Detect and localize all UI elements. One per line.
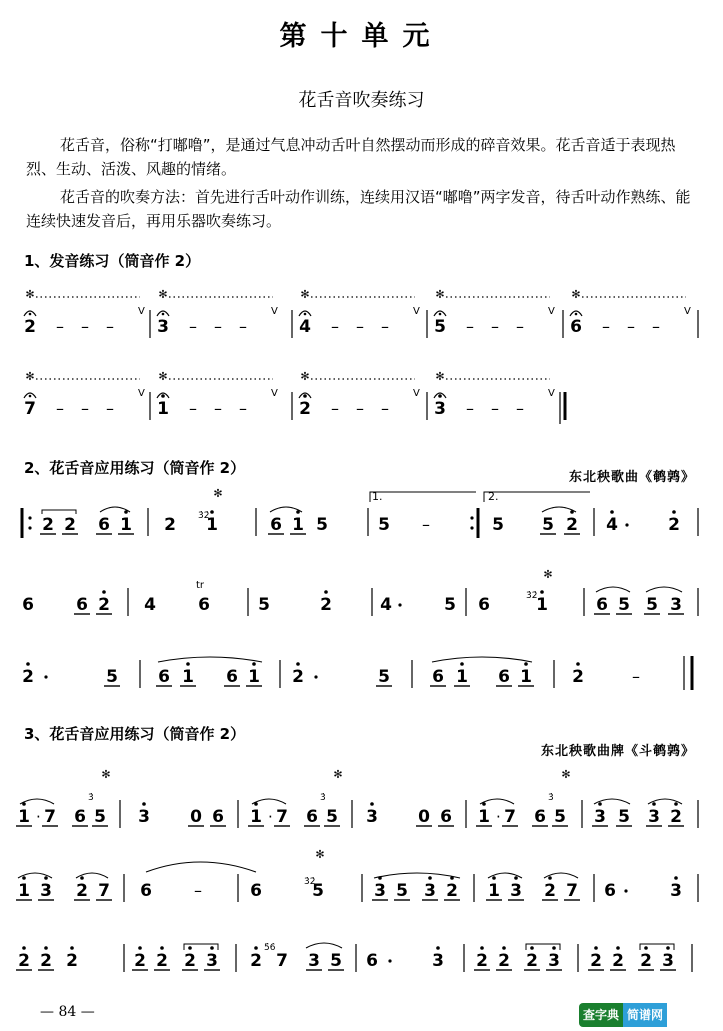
high-octave-dot [210, 946, 214, 950]
note: 3 [432, 951, 444, 971]
high-octave-dot [616, 946, 620, 950]
note: 7 [276, 951, 288, 971]
note: 1 [157, 399, 169, 419]
note: 6 [140, 881, 152, 901]
note: 3 [510, 881, 522, 901]
high-octave-dot [548, 876, 552, 880]
note: 5 [492, 515, 504, 535]
note: 6 [270, 515, 282, 535]
fermata-dot [575, 313, 578, 316]
note: 3 [138, 807, 150, 827]
flutter-tongue-mark: ✻ [435, 370, 445, 383]
dot: · [496, 808, 501, 826]
note: 1 [478, 807, 490, 827]
note: 1 [18, 881, 30, 901]
note: 6 [226, 667, 238, 687]
note: 2 [572, 667, 584, 687]
high-octave-dot [652, 802, 656, 806]
dot [625, 523, 628, 526]
high-octave-dot [186, 662, 190, 666]
high-octave-dot [303, 394, 307, 398]
slur [306, 943, 342, 948]
note: 3 [157, 317, 169, 337]
high-octave-dot [598, 802, 602, 806]
dash: – [356, 399, 364, 418]
dash: – [189, 399, 197, 418]
grace-notes: 3̇2̇ [526, 591, 538, 601]
dash: – [632, 667, 640, 686]
dash: – [652, 317, 660, 336]
dot [398, 603, 401, 606]
high-octave-dot [610, 510, 614, 514]
note: 3 [366, 807, 378, 827]
high-octave-dot [102, 590, 106, 594]
note: 2 [640, 951, 652, 971]
note: 5 [106, 667, 118, 687]
note: 6 [198, 595, 210, 615]
watermark-left: 查字典 [579, 1003, 623, 1027]
high-octave-dot [70, 946, 74, 950]
note: 3 [548, 951, 560, 971]
high-octave-dot [672, 510, 676, 514]
note: 4 [380, 595, 392, 615]
dash: – [491, 317, 499, 336]
dot [314, 675, 317, 678]
high-octave-dot [492, 876, 496, 880]
dash: – [516, 399, 524, 418]
fermata-dot [439, 313, 442, 316]
high-octave-dot [142, 802, 146, 806]
high-octave-dot [460, 662, 464, 666]
high-octave-dot [674, 802, 678, 806]
note: 2 [40, 951, 52, 971]
note: 6 [158, 667, 170, 687]
dash: – [466, 317, 474, 336]
note: 6 [212, 807, 224, 827]
tuplet-bracket [42, 510, 76, 514]
note: 5 [444, 595, 456, 615]
note: 5 [258, 595, 270, 615]
note: 2 [320, 595, 332, 615]
high-octave-dot [552, 946, 556, 950]
note: 2 [670, 807, 682, 827]
note: 5 [554, 807, 566, 827]
note: 5 [618, 595, 630, 615]
dash: – [331, 399, 339, 418]
note: 6 [76, 595, 88, 615]
dot [624, 889, 627, 892]
high-octave-dot [22, 946, 26, 950]
breath-mark: V [271, 306, 278, 317]
breath-mark: V [548, 306, 555, 317]
watermark-logo [579, 1003, 717, 1027]
high-octave-dot [44, 946, 48, 950]
lesson-title: 花舌音吹奏练习 [298, 90, 425, 111]
flutter-tongue-mark: ✻ [25, 370, 35, 383]
volta-bracket [484, 492, 590, 502]
high-octave-dot [210, 510, 214, 514]
high-octave-dot [44, 876, 48, 880]
exercise-2-source: 东北秧歌曲《鹌鹑》 [568, 470, 695, 485]
flutter-tongue-mark: ✻ [101, 768, 111, 781]
note: 0 [418, 807, 430, 827]
high-octave-dot [576, 662, 580, 666]
flutter-tongue-mark: tr [195, 580, 205, 591]
note: 7 [276, 807, 288, 827]
note: 3 [670, 595, 682, 615]
note: 4 [606, 515, 618, 535]
note: 2 [544, 881, 556, 901]
fermata-dot [29, 313, 32, 316]
tie [146, 862, 256, 872]
dash: – [356, 317, 364, 336]
high-octave-dot [26, 662, 30, 666]
note: 3 [662, 951, 674, 971]
high-octave-dot [644, 946, 648, 950]
note: 7 [504, 807, 516, 827]
grace-notes: 3̇ [88, 793, 94, 803]
dash: – [194, 881, 202, 900]
note: 2 [446, 881, 458, 901]
flutter-tongue-mark: ✻ [315, 848, 325, 861]
high-octave-dot [674, 876, 678, 880]
dash: – [56, 317, 64, 336]
note: 4 [144, 595, 156, 615]
breath-mark: V [138, 306, 145, 317]
high-octave-dot [428, 876, 432, 880]
dash: – [81, 399, 89, 418]
flutter-tongue-mark: ✻ [213, 487, 223, 500]
note: 2 [134, 951, 146, 971]
dash: – [466, 399, 474, 418]
dot: · [268, 808, 273, 826]
note: 0 [190, 807, 202, 827]
fermata-dot [29, 395, 32, 398]
high-octave-dot [594, 946, 598, 950]
dash: – [331, 317, 339, 336]
dash: – [106, 317, 114, 336]
note: 6 [570, 317, 582, 337]
note: 2 [590, 951, 602, 971]
note: 1 [488, 881, 500, 901]
grace-notes: 3̇2̇ [304, 877, 316, 887]
fermata-dot [162, 313, 165, 316]
note: 2 [292, 667, 304, 687]
repeat-dot [470, 516, 473, 519]
high-octave-dot [540, 590, 544, 594]
dot: · [36, 808, 41, 826]
grace-notes: 3̇2̇ [198, 511, 210, 521]
dash: – [422, 515, 430, 534]
intro-paragraph: 花舌音，俗称“打嘟噜”，是通过气息冲动舌叶自然摆动而形成的碎音效果。花舌音适于表现热烈、生动、活泼、风趣的情绪。 [26, 136, 676, 178]
note: 2 [156, 951, 168, 971]
note: 7 [566, 881, 578, 901]
note: 3 [308, 951, 320, 971]
page-number: — 84 — [40, 1004, 95, 1020]
note: 1 [248, 667, 260, 687]
note: 6 [596, 595, 608, 615]
high-octave-dot [436, 946, 440, 950]
slur [374, 873, 460, 878]
repeat-dot [470, 526, 473, 529]
note: 3 [374, 881, 386, 901]
note: 1 [520, 667, 532, 687]
note: 2 [566, 515, 578, 535]
note: 5 [330, 951, 342, 971]
dot [388, 959, 391, 962]
exercise-3-source: 东北秧歌曲牌《斗鹌鹑》 [540, 744, 695, 759]
dash: – [214, 399, 222, 418]
dash: – [239, 317, 247, 336]
fermata-dot [304, 313, 307, 316]
note: 1 [292, 515, 304, 535]
exercise-3-heading: 3、花舌音应用练习（筒音作 2） [24, 725, 246, 743]
note: 4 [299, 317, 311, 337]
note: 7 [44, 807, 56, 827]
unit-title: 第十单元 [279, 21, 444, 52]
note: 3 [648, 807, 660, 827]
note: 2 [164, 515, 176, 535]
flutter-tongue-mark: ✻ [435, 288, 445, 301]
note: 2 [498, 951, 510, 971]
note: 5 [378, 515, 390, 535]
high-octave-dot [438, 394, 442, 398]
high-octave-dot [530, 946, 534, 950]
breath-mark: V [684, 306, 691, 317]
note: 7 [24, 399, 36, 419]
note: 6 [604, 881, 616, 901]
high-octave-dot [524, 662, 528, 666]
note: 5 [378, 667, 390, 687]
high-octave-dot [514, 876, 518, 880]
high-octave-dot [502, 946, 506, 950]
note: 3 [594, 807, 606, 827]
dash: – [491, 399, 499, 418]
note: 1 [206, 515, 218, 535]
flutter-tongue-mark: ✻ [543, 568, 553, 581]
note: 5 [316, 515, 328, 535]
note: 3 [434, 399, 446, 419]
breath-mark: V [548, 388, 555, 399]
note: 2 [18, 951, 30, 971]
note: 7 [98, 881, 110, 901]
note: 6 [366, 951, 378, 971]
flutter-tongue-mark: ✻ [158, 370, 168, 383]
repeat-dot [28, 526, 31, 529]
dash: – [214, 317, 222, 336]
note: 1 [456, 667, 468, 687]
dash: – [381, 399, 389, 418]
dash: – [56, 399, 64, 418]
dash: – [106, 399, 114, 418]
note: 2 [668, 515, 680, 535]
note: 1 [18, 807, 30, 827]
grace-notes: 5̇6̇ [264, 943, 276, 953]
slur [432, 657, 532, 662]
dash: – [381, 317, 389, 336]
note: 2 [98, 595, 110, 615]
high-octave-dot [666, 946, 670, 950]
note: 3 [40, 881, 52, 901]
dot [44, 675, 47, 678]
note: 5 [94, 807, 106, 827]
note: 6 [534, 807, 546, 827]
high-octave-dot [188, 946, 192, 950]
note: 5 [396, 881, 408, 901]
note: 5 [326, 807, 338, 827]
note: 2 [250, 951, 262, 971]
dash: – [189, 317, 197, 336]
note: 2 [184, 951, 196, 971]
high-octave-dot [480, 946, 484, 950]
high-octave-dot [370, 802, 374, 806]
note: 2 [42, 515, 54, 535]
flutter-tongue-mark: ✻ [300, 370, 310, 383]
note: 1 [182, 667, 194, 687]
volta-bracket [370, 492, 476, 502]
note: 3 [206, 951, 218, 971]
note: 2 [612, 951, 624, 971]
note: 2 [66, 951, 78, 971]
high-octave-dot [254, 946, 258, 950]
high-octave-dot [296, 662, 300, 666]
flutter-tongue-mark: ✻ [571, 288, 581, 301]
volta-1: 1. [372, 490, 383, 503]
note: 6 [498, 667, 510, 687]
note: 6 [22, 595, 34, 615]
high-octave-dot [22, 876, 26, 880]
note: 2 [22, 667, 34, 687]
note: 2 [476, 951, 488, 971]
dash: – [81, 317, 89, 336]
note: 2 [64, 515, 76, 535]
flutter-tongue-mark: ✻ [561, 768, 571, 781]
slur [646, 587, 682, 592]
slur [158, 657, 262, 662]
note: 2 [526, 951, 538, 971]
note: 1 [536, 595, 548, 615]
note: 2 [299, 399, 311, 419]
note: 5 [312, 881, 324, 901]
note: 6 [440, 807, 452, 827]
grace-notes: 3̇ [320, 793, 326, 803]
method-paragraph: 花舌音的吹奏方法：首先进行舌叶动作训练，连续用汉语“嘟噜”两字发音，待舌叶动作熟练、能连续快速发音后，再用乐器吹奏练习。 [26, 188, 691, 230]
note: 6 [74, 807, 86, 827]
high-octave-dot [160, 946, 164, 950]
flutter-tongue-mark: ✻ [300, 288, 310, 301]
note: 5 [618, 807, 630, 827]
flutter-tongue-mark: ✻ [25, 288, 35, 301]
note: 6 [98, 515, 110, 535]
high-octave-dot [161, 394, 165, 398]
breath-mark: V [413, 388, 420, 399]
flutter-tongue-mark: ✻ [333, 768, 343, 781]
note: 2 [24, 317, 36, 337]
note: 6 [478, 595, 490, 615]
note: 5 [434, 317, 446, 337]
high-octave-dot [324, 590, 328, 594]
breath-mark: V [413, 306, 420, 317]
breath-mark: V [271, 388, 278, 399]
note: 3 [670, 881, 682, 901]
note: 2 [76, 881, 88, 901]
breath-mark: V [138, 388, 145, 399]
watermark-right: 简谱网 [623, 1003, 667, 1027]
exercise-2-heading: 2、花舌音应用练习（筒音作 2） [24, 459, 246, 477]
note: 5 [646, 595, 658, 615]
volta-2: 2. [488, 490, 499, 503]
flutter-tongue-mark: ✻ [158, 288, 168, 301]
grace-notes: 3̇ [548, 793, 554, 803]
dash: – [516, 317, 524, 336]
note: 5 [542, 515, 554, 535]
repeat-dot [28, 516, 31, 519]
dash: – [239, 399, 247, 418]
high-octave-dot [252, 662, 256, 666]
note: 6 [432, 667, 444, 687]
note: 6 [250, 881, 262, 901]
dash: – [627, 317, 635, 336]
slur [596, 587, 630, 592]
high-octave-dot [138, 946, 142, 950]
note: 3 [424, 881, 436, 901]
note: 6 [306, 807, 318, 827]
high-octave-dot [80, 876, 84, 880]
dash: – [602, 317, 610, 336]
note: 1 [250, 807, 262, 827]
note: 1 [120, 515, 132, 535]
exercise-1-heading: 1、发音练习（筒音作 2） [24, 252, 201, 270]
